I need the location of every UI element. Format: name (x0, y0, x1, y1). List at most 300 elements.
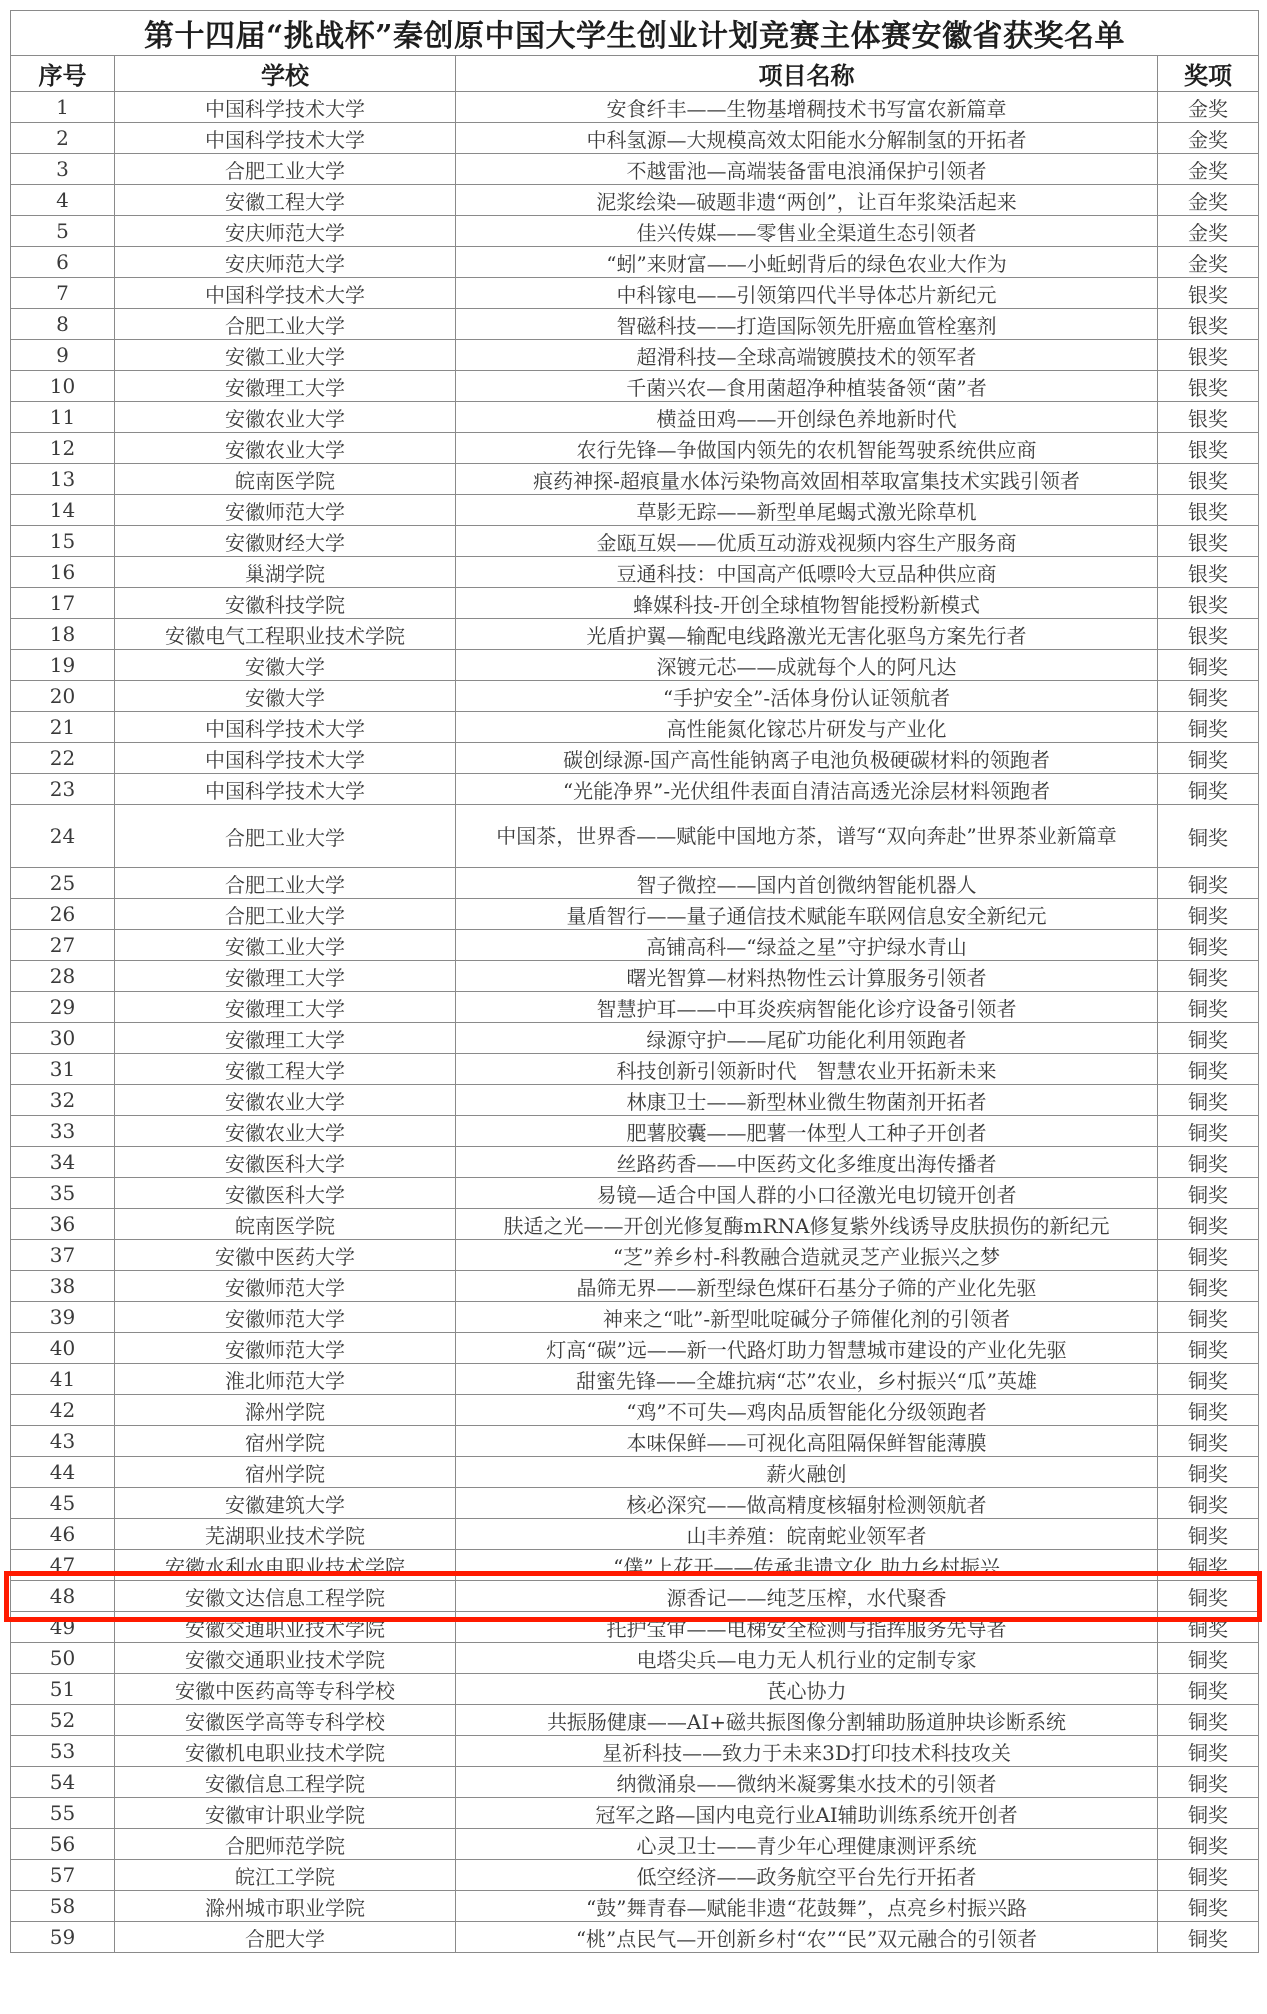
table-row (11, 185, 1259, 216)
project-name-cell: “桃”点民气—开创新乡村“农”“民”双元融合的引领者 (456, 1922, 1158, 1953)
school-cell: 安徽交通职业技术学院 (115, 1612, 456, 1643)
row-number-cell: 38 (11, 1271, 115, 1302)
table-row (11, 1860, 1259, 1891)
project-name-cell: 绿源守护——尾矿功能化利用领跑者 (456, 1023, 1158, 1054)
award-cell: 铜奖 (1158, 1612, 1259, 1643)
table-title: 第十四届“挑战杯”秦创原中国大学生创业计划竞赛主体赛安徽省获奖名单 (11, 11, 1259, 56)
project-name-cell: 智子微控——国内首创微纳智能机器人 (456, 868, 1158, 899)
project-name-cell: 痕药神探-超痕量水体污染物高效固相萃取富集技术实践引领者 (456, 464, 1158, 495)
table-row (11, 557, 1259, 588)
project-name-cell: 肥薯胶囊——肥薯一体型人工种子开创者 (456, 1116, 1158, 1147)
school-cell: 安徽建筑大学 (115, 1488, 456, 1519)
table-row (11, 1612, 1259, 1643)
table-row (11, 1736, 1259, 1767)
project-name-cell: 共振肠健康——AI+磁共振图像分割辅助肠道肿块诊断系统 (456, 1705, 1158, 1736)
table-row (11, 1054, 1259, 1085)
award-cell: 铜奖 (1158, 1178, 1259, 1209)
row-number-cell: 9 (11, 340, 115, 371)
school-cell: 安徽医科大学 (115, 1178, 456, 1209)
school-cell: 滁州城市职业学院 (115, 1891, 456, 1922)
school-cell: 安徽师范大学 (115, 1302, 456, 1333)
award-cell: 金奖 (1158, 216, 1259, 247)
award-cell: 银奖 (1158, 340, 1259, 371)
project-name-cell: 易镜—适合中国人群的小口径激光电切镜开创者 (456, 1178, 1158, 1209)
project-name-cell: 智磁科技——打造国际领先肝癌血管栓塞剂 (456, 309, 1158, 340)
table-row (11, 1023, 1259, 1054)
award-cell: 铜奖 (1158, 1922, 1259, 1953)
row-number-cell: 34 (11, 1147, 115, 1178)
table-row (11, 464, 1259, 495)
award-cell: 铜奖 (1158, 712, 1259, 743)
project-name-cell: 横益田鸡——开创绿色养地新时代 (456, 402, 1158, 433)
table-row (11, 123, 1259, 154)
row-number-cell: 42 (11, 1395, 115, 1426)
row-number-cell: 21 (11, 712, 115, 743)
award-cell: 铜奖 (1158, 1798, 1259, 1829)
award-cell: 金奖 (1158, 247, 1259, 278)
table-row (11, 340, 1259, 371)
award-list-table (10, 10, 1259, 1953)
school-cell: 安徽中医药大学 (115, 1240, 456, 1271)
table-row (11, 1426, 1259, 1457)
school-cell: 安徽师范大学 (115, 1271, 456, 1302)
project-name-cell: 肤适之光——开创光修复酶mRNA修复紫外线诱导皮肤损伤的新纪元 (456, 1209, 1158, 1240)
school-cell: 中国科学技术大学 (115, 278, 456, 309)
table-row (11, 1674, 1259, 1705)
header-number: 序号 (11, 56, 115, 92)
award-cell: 铜奖 (1158, 1767, 1259, 1798)
table-row (11, 1581, 1259, 1612)
row-number-cell: 47 (11, 1550, 115, 1581)
school-cell: 安徽理工大学 (115, 1023, 456, 1054)
row-number-cell: 43 (11, 1426, 115, 1457)
award-cell: 铜奖 (1158, 868, 1259, 899)
project-name-cell: 心灵卫士——青少年心理健康测评系统 (456, 1829, 1158, 1860)
school-cell: 安徽科技学院 (115, 588, 456, 619)
school-cell: 安徽理工大学 (115, 961, 456, 992)
row-number-cell: 11 (11, 402, 115, 433)
project-name-cell: 农行先锋—争做国内领先的农机智能驾驶系统供应商 (456, 433, 1158, 464)
row-number-cell: 33 (11, 1116, 115, 1147)
row-number-cell: 3 (11, 154, 115, 185)
school-cell: 安徽理工大学 (115, 371, 456, 402)
table-row (11, 1829, 1259, 1860)
award-cell: 银奖 (1158, 433, 1259, 464)
school-cell: 安徽文达信息工程学院 (115, 1581, 456, 1612)
row-number-cell: 5 (11, 216, 115, 247)
table-row (11, 1240, 1259, 1271)
school-cell: 安庆师范大学 (115, 216, 456, 247)
header-award: 奖项 (1158, 56, 1259, 92)
award-cell: 铜奖 (1158, 1891, 1259, 1922)
project-name-cell: 星祈科技——致力于未来3D打印技术科技攻关 (456, 1736, 1158, 1767)
school-cell: 安徽大学 (115, 681, 456, 712)
table-row (11, 588, 1259, 619)
school-cell: 中国科学技术大学 (115, 123, 456, 154)
table-row (11, 681, 1259, 712)
project-name-cell: 核必深究——做高精度核辐射检测领航者 (456, 1488, 1158, 1519)
row-number-cell: 23 (11, 774, 115, 805)
row-number-cell: 51 (11, 1674, 115, 1705)
row-number-cell: 48 (11, 1581, 115, 1612)
row-number-cell: 35 (11, 1178, 115, 1209)
project-name-cell: “鸡”不可失—鸡肉品质智能化分级领跑者 (456, 1395, 1158, 1426)
award-cell: 铜奖 (1158, 1364, 1259, 1395)
school-cell: 皖南医学院 (115, 464, 456, 495)
award-cell: 铜奖 (1158, 1054, 1259, 1085)
title-row (11, 11, 1259, 56)
school-cell: 合肥大学 (115, 1922, 456, 1953)
row-number-cell: 16 (11, 557, 115, 588)
table-row (11, 992, 1259, 1023)
row-number-cell: 50 (11, 1643, 115, 1674)
award-cell: 铜奖 (1158, 1240, 1259, 1271)
table-row (11, 1395, 1259, 1426)
school-cell: 安徽农业大学 (115, 1116, 456, 1147)
award-cell: 铜奖 (1158, 1519, 1259, 1550)
project-name-cell: 中国茶，世界香——赋能中国地方茶，谱写“双向奔赴”世界茶业新篇章 (456, 805, 1158, 868)
table-row (11, 868, 1259, 899)
row-number-cell: 30 (11, 1023, 115, 1054)
award-cell: 金奖 (1158, 123, 1259, 154)
table-row (11, 805, 1259, 868)
row-number-cell: 25 (11, 868, 115, 899)
school-cell: 安徽信息工程学院 (115, 1767, 456, 1798)
award-cell: 铜奖 (1158, 1488, 1259, 1519)
table-row (11, 1922, 1259, 1953)
project-name-cell: 泥浆绘染—破题非遗“两创”，让百年浆染活起来 (456, 185, 1158, 216)
school-cell: 安徽农业大学 (115, 433, 456, 464)
table-row (11, 1116, 1259, 1147)
row-number-cell: 49 (11, 1612, 115, 1643)
award-cell: 铜奖 (1158, 992, 1259, 1023)
project-name-cell: “鼓”舞青春—赋能非遗“花鼓舞”，点亮乡村振兴路 (456, 1891, 1158, 1922)
award-cell: 银奖 (1158, 278, 1259, 309)
table-row (11, 961, 1259, 992)
table-row (11, 1147, 1259, 1178)
award-cell: 铜奖 (1158, 650, 1259, 681)
project-name-cell: 芪心协力 (456, 1674, 1158, 1705)
row-number-cell: 19 (11, 650, 115, 681)
award-cell: 铜奖 (1158, 1302, 1259, 1333)
header-project: 项目名称 (456, 56, 1158, 92)
row-number-cell: 59 (11, 1922, 115, 1953)
award-cell: 铜奖 (1158, 961, 1259, 992)
school-cell: 安徽农业大学 (115, 402, 456, 433)
table-row (11, 247, 1259, 278)
award-cell: 铜奖 (1158, 1209, 1259, 1240)
row-number-cell: 37 (11, 1240, 115, 1271)
project-name-cell: 豆通科技：中国高产低嘌呤大豆品种供应商 (456, 557, 1158, 588)
school-cell: 巢湖学院 (115, 557, 456, 588)
award-cell: 银奖 (1158, 464, 1259, 495)
row-number-cell: 14 (11, 495, 115, 526)
table-row (11, 1364, 1259, 1395)
table-row (11, 495, 1259, 526)
table-row (11, 1519, 1259, 1550)
header-school: 学校 (115, 56, 456, 92)
project-name-cell: 晶筛无界——新型绿色煤矸石基分子筛的产业化先驱 (456, 1271, 1158, 1302)
row-number-cell: 29 (11, 992, 115, 1023)
school-cell: 安徽审计职业学院 (115, 1798, 456, 1829)
award-cell: 银奖 (1158, 309, 1259, 340)
row-number-cell: 31 (11, 1054, 115, 1085)
project-name-cell: 纳微涌泉——微纳米凝雾集水技术的引领者 (456, 1767, 1158, 1798)
award-cell: 铜奖 (1158, 1116, 1259, 1147)
school-cell: 安徽财经大学 (115, 526, 456, 557)
project-name-cell: 低空经济——政务航空平台先行开拓者 (456, 1860, 1158, 1891)
award-cell: 银奖 (1158, 557, 1259, 588)
school-cell: 安徽师范大学 (115, 1333, 456, 1364)
table-row (11, 1705, 1259, 1736)
school-cell: 安徽工程大学 (115, 1054, 456, 1085)
row-number-cell: 32 (11, 1085, 115, 1116)
school-cell: 安徽中医药高等专科学校 (115, 1674, 456, 1705)
award-cell: 铜奖 (1158, 1736, 1259, 1767)
table-row (11, 1457, 1259, 1488)
school-cell: 中国科学技术大学 (115, 92, 456, 123)
row-number-cell: 20 (11, 681, 115, 712)
table-row (11, 930, 1259, 961)
table-row (11, 774, 1259, 805)
project-name-cell: 灯高“碳”远——新一代路灯助力智慧城市建设的产业化先驱 (456, 1333, 1158, 1364)
award-cell: 银奖 (1158, 588, 1259, 619)
table-row (11, 1798, 1259, 1829)
school-cell: 宿州学院 (115, 1457, 456, 1488)
table-row (11, 278, 1259, 309)
table-row (11, 433, 1259, 464)
project-name-cell: 佳兴传媒——零售业全渠道生态引领者 (456, 216, 1158, 247)
award-cell: 铜奖 (1158, 681, 1259, 712)
project-name-cell: “蚓”来财富——小蚯蚓背后的绿色农业大作为 (456, 247, 1158, 278)
school-cell: 安徽交通职业技术学院 (115, 1643, 456, 1674)
school-cell: 安徽电气工程职业技术学院 (115, 619, 456, 650)
school-cell: 安徽大学 (115, 650, 456, 681)
table-row (11, 1271, 1259, 1302)
school-cell: 芜湖职业技术学院 (115, 1519, 456, 1550)
school-cell: 安徽工业大学 (115, 340, 456, 371)
project-name-cell: 千菌兴农—食用菌超净种植装备领“菌”者 (456, 371, 1158, 402)
school-cell: 中国科学技术大学 (115, 712, 456, 743)
school-cell: 安徽工业大学 (115, 930, 456, 961)
project-name-cell: 科技创新引领新时代 智慧农业开拓新未来 (456, 1054, 1158, 1085)
table-row (11, 526, 1259, 557)
award-cell: 铜奖 (1158, 1643, 1259, 1674)
school-cell: 合肥工业大学 (115, 309, 456, 340)
row-number-cell: 39 (11, 1302, 115, 1333)
school-cell: 皖南医学院 (115, 1209, 456, 1240)
table-row (11, 402, 1259, 433)
school-cell: 安徽农业大学 (115, 1085, 456, 1116)
award-cell: 铜奖 (1158, 1457, 1259, 1488)
project-name-cell: “僕”上花开——传承非遗文化 助力乡村振兴 (456, 1550, 1158, 1581)
row-number-cell: 4 (11, 185, 115, 216)
table-row (11, 1488, 1259, 1519)
award-cell: 铜奖 (1158, 805, 1259, 868)
row-number-cell: 10 (11, 371, 115, 402)
school-cell: 安徽师范大学 (115, 495, 456, 526)
table-row (11, 1550, 1259, 1581)
school-cell: 合肥工业大学 (115, 154, 456, 185)
school-cell: 安徽医学高等专科学校 (115, 1705, 456, 1736)
school-cell: 安徽理工大学 (115, 992, 456, 1023)
table-row (11, 154, 1259, 185)
project-name-cell: “芝”养乡村-科教融合造就灵芝产业振兴之梦 (456, 1240, 1158, 1271)
award-cell: 铜奖 (1158, 774, 1259, 805)
award-cell: 铜奖 (1158, 1829, 1259, 1860)
project-name-cell: 草影无踪——新型单尾蝎式激光除草机 (456, 495, 1158, 526)
school-cell: 淮北师范大学 (115, 1364, 456, 1395)
row-number-cell: 52 (11, 1705, 115, 1736)
header-row (11, 56, 1259, 92)
award-cell: 银奖 (1158, 619, 1259, 650)
table-row (11, 92, 1259, 123)
project-name-cell: 山丰养殖：皖南蛇业领军者 (456, 1519, 1158, 1550)
school-cell: 合肥工业大学 (115, 899, 456, 930)
table-row (11, 619, 1259, 650)
project-name-cell: 超滑科技—全球高端镀膜技术的领军者 (456, 340, 1158, 371)
award-cell: 金奖 (1158, 92, 1259, 123)
row-number-cell: 54 (11, 1767, 115, 1798)
row-number-cell: 36 (11, 1209, 115, 1240)
row-number-cell: 56 (11, 1829, 115, 1860)
table-row (11, 1333, 1259, 1364)
row-number-cell: 12 (11, 433, 115, 464)
project-name-cell: 本味保鲜——可视化高阻隔保鲜智能薄膜 (456, 1426, 1158, 1457)
project-name-cell: 林康卫士——新型林业微生物菌剂开拓者 (456, 1085, 1158, 1116)
project-name-cell: “手护安全”-活体身份认证领航者 (456, 681, 1158, 712)
row-number-cell: 8 (11, 309, 115, 340)
project-name-cell: 曙光智算—材料热物性云计算服务引领者 (456, 961, 1158, 992)
school-cell: 安徽机电职业技术学院 (115, 1736, 456, 1767)
award-cell: 铜奖 (1158, 1674, 1259, 1705)
project-name-cell: 高性能氮化镓芯片研发与产业化 (456, 712, 1158, 743)
row-number-cell: 17 (11, 588, 115, 619)
project-name-cell: 托护宝审——电梯安全检测与指挥服务先导者 (456, 1612, 1158, 1643)
project-name-cell: 源香记——纯芝压榨，水代聚香 (456, 1581, 1158, 1612)
award-cell: 银奖 (1158, 371, 1259, 402)
row-number-cell: 26 (11, 899, 115, 930)
award-cell: 铜奖 (1158, 1023, 1259, 1054)
award-cell: 铜奖 (1158, 1085, 1259, 1116)
award-cell: 铜奖 (1158, 743, 1259, 774)
table-body (11, 92, 1259, 1953)
row-number-cell: 28 (11, 961, 115, 992)
award-cell: 铜奖 (1158, 1271, 1259, 1302)
project-name-cell: 电塔尖兵—电力无人机行业的定制专家 (456, 1643, 1158, 1674)
school-cell: 中国科学技术大学 (115, 774, 456, 805)
project-name-cell: 薪火融创 (456, 1457, 1158, 1488)
award-cell: 铜奖 (1158, 1395, 1259, 1426)
row-number-cell: 1 (11, 92, 115, 123)
row-number-cell: 6 (11, 247, 115, 278)
table-row (11, 1891, 1259, 1922)
school-cell: 中国科学技术大学 (115, 743, 456, 774)
table-row (11, 1643, 1259, 1674)
project-name-cell: 神来之“吡”-新型吡啶碱分子筛催化剂的引领者 (456, 1302, 1158, 1333)
row-number-cell: 7 (11, 278, 115, 309)
award-cell: 铜奖 (1158, 1333, 1259, 1364)
table-row (11, 899, 1259, 930)
award-cell: 铜奖 (1158, 899, 1259, 930)
project-name-cell: 甜蜜先锋——全雄抗病“芯”农业，乡村振兴“瓜”英雄 (456, 1364, 1158, 1395)
project-name-cell: 丝路药香——中医药文化多维度出海传播者 (456, 1147, 1158, 1178)
school-cell: 安徽医科大学 (115, 1147, 456, 1178)
row-number-cell: 58 (11, 1891, 115, 1922)
award-cell: 铜奖 (1158, 1705, 1259, 1736)
project-name-cell: 蜂媒科技-开创全球植物智能授粉新模式 (456, 588, 1158, 619)
row-number-cell: 46 (11, 1519, 115, 1550)
award-cell: 金奖 (1158, 154, 1259, 185)
project-name-cell: 智慧护耳——中耳炎疾病智能化诊疗设备引领者 (456, 992, 1158, 1023)
school-cell: 宿州学院 (115, 1426, 456, 1457)
project-name-cell: “光能净界”-光伏组件表面自清洁高透光涂层材料领跑者 (456, 774, 1158, 805)
school-cell: 合肥师范学院 (115, 1829, 456, 1860)
table-row (11, 1178, 1259, 1209)
table-row (11, 216, 1259, 247)
table-row (11, 1767, 1259, 1798)
school-cell: 安徽水利水电职业技术学院 (115, 1550, 456, 1581)
school-cell: 合肥工业大学 (115, 868, 456, 899)
row-number-cell: 53 (11, 1736, 115, 1767)
row-number-cell: 24 (11, 805, 115, 868)
row-number-cell: 27 (11, 930, 115, 961)
school-cell: 合肥工业大学 (115, 805, 456, 868)
table-row (11, 1302, 1259, 1333)
table-row (11, 309, 1259, 340)
award-cell: 铜奖 (1158, 1147, 1259, 1178)
table-row (11, 650, 1259, 681)
project-name-cell: 不越雷池—高端装备雷电浪涌保护引领者 (456, 154, 1158, 185)
award-cell: 银奖 (1158, 495, 1259, 526)
project-name-cell: 中科镓电——引领第四代半导体芯片新纪元 (456, 278, 1158, 309)
school-cell: 皖江工学院 (115, 1860, 456, 1891)
row-number-cell: 45 (11, 1488, 115, 1519)
row-number-cell: 57 (11, 1860, 115, 1891)
award-cell: 铜奖 (1158, 1426, 1259, 1457)
award-cell: 银奖 (1158, 526, 1259, 557)
award-cell: 铜奖 (1158, 1581, 1259, 1612)
row-number-cell: 18 (11, 619, 115, 650)
award-cell: 铜奖 (1158, 1550, 1259, 1581)
table-row (11, 743, 1259, 774)
award-cell: 银奖 (1158, 402, 1259, 433)
project-name-cell: 高铺高科—“绿益之星”守护绿水青山 (456, 930, 1158, 961)
project-name-cell: 量盾智行——量子通信技术赋能车联网信息安全新纪元 (456, 899, 1158, 930)
school-cell: 安庆师范大学 (115, 247, 456, 278)
row-number-cell: 13 (11, 464, 115, 495)
row-number-cell: 44 (11, 1457, 115, 1488)
award-cell: 金奖 (1158, 185, 1259, 216)
project-name-cell: 深镀元芯——成就每个人的阿凡达 (456, 650, 1158, 681)
row-number-cell: 41 (11, 1364, 115, 1395)
award-cell: 铜奖 (1158, 930, 1259, 961)
project-name-cell: 光盾护翼—输配电线路激光无害化驱鸟方案先行者 (456, 619, 1158, 650)
school-cell: 安徽工程大学 (115, 185, 456, 216)
row-number-cell: 55 (11, 1798, 115, 1829)
project-name-cell: 安食纤丰——生物基增稠技术书写富农新篇章 (456, 92, 1158, 123)
project-name-cell: 金瓯互娱——优质互动游戏视频内容生产服务商 (456, 526, 1158, 557)
project-name-cell: 碳创绿源-国产高性能钠离子电池负极硬碳材料的领跑者 (456, 743, 1158, 774)
row-number-cell: 22 (11, 743, 115, 774)
school-cell: 滁州学院 (115, 1395, 456, 1426)
row-number-cell: 2 (11, 123, 115, 154)
table-row (11, 1085, 1259, 1116)
award-cell: 铜奖 (1158, 1860, 1259, 1891)
table-row (11, 712, 1259, 743)
table-row (11, 1209, 1259, 1240)
row-number-cell: 15 (11, 526, 115, 557)
